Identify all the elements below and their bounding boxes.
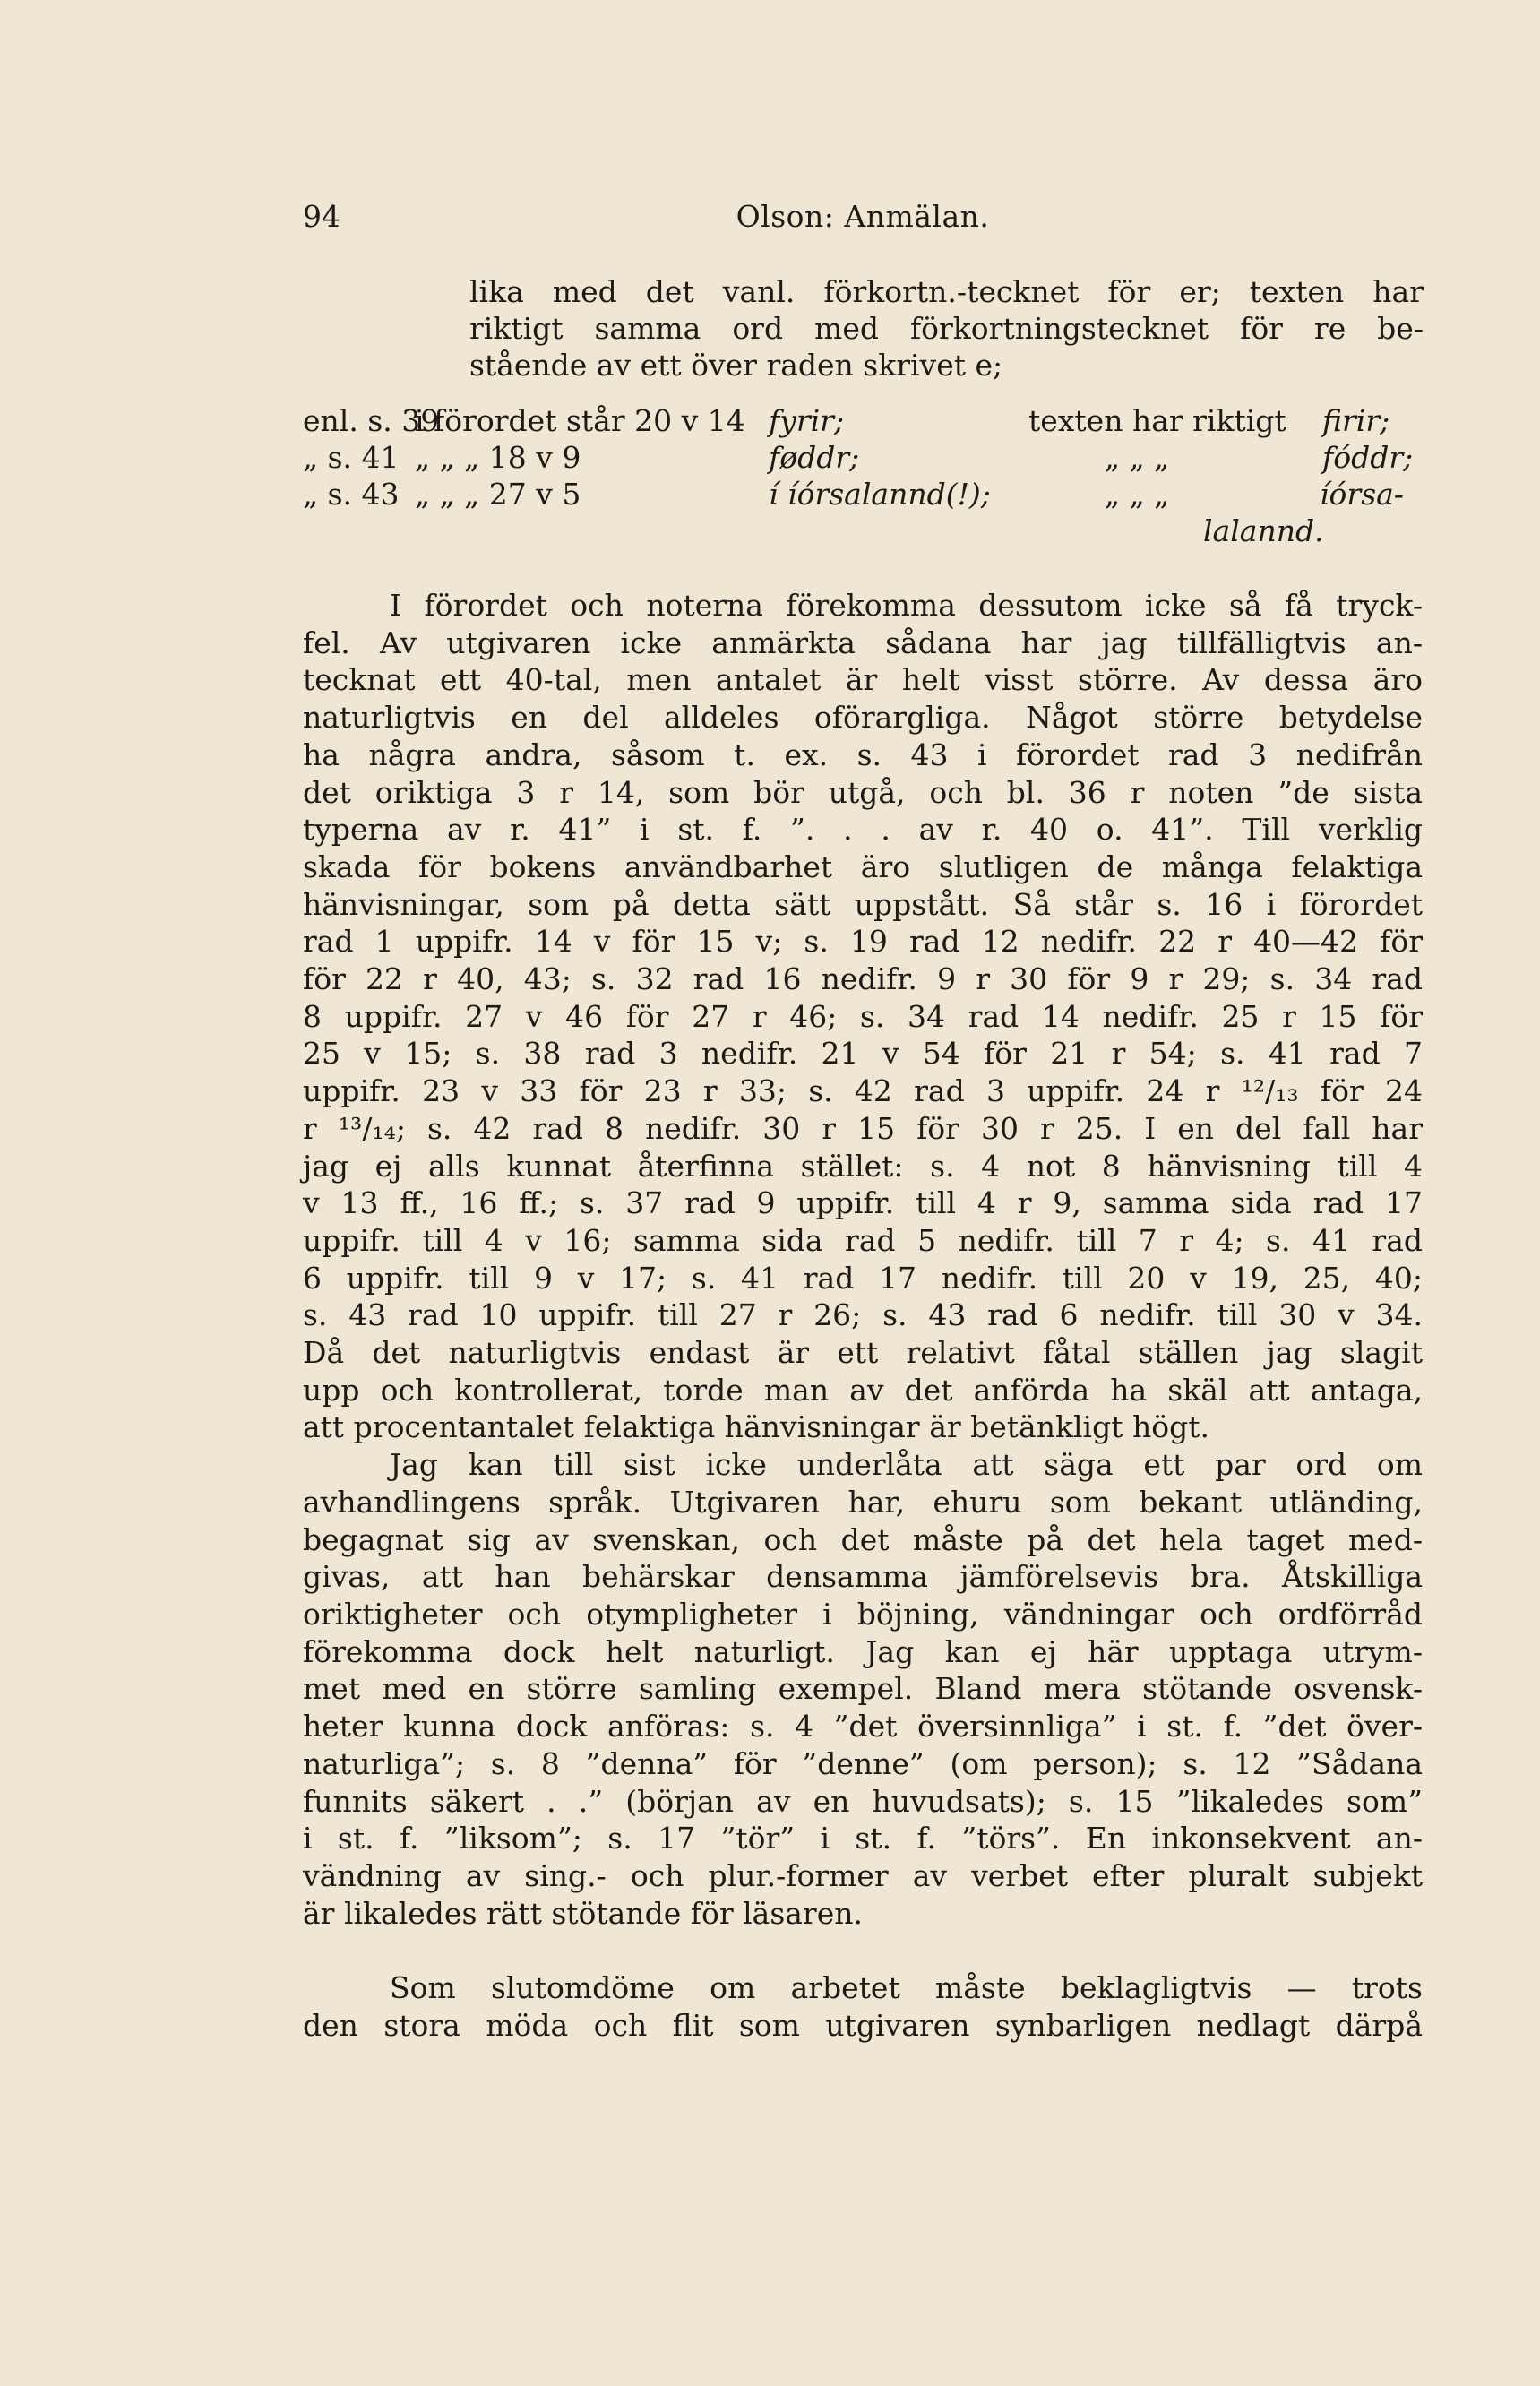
text-line: naturligtvis en del alldeles oförargliga. Något större betydelse [303, 700, 1423, 736]
errata-correct-form: fóddr; [1322, 440, 1414, 475]
errata-description: „ „ „ 18 v 9 [415, 440, 581, 475]
text-line: för 22 r 40, 43; s. 32 rad 16 nedifr. 9 r 30 för 9 r 29; s. 34 rad [303, 961, 1423, 997]
errata-location: „ s. 41 [303, 440, 400, 475]
text-line: den stora möda och flit som utgivaren synbarligen nedlagt därpå [303, 2008, 1423, 2044]
text-line: fel. Av utgivaren icke anmärkta sådana har jag tillfälligtvis an- [303, 624, 1423, 660]
text-line: 25 v 15; s. 38 rad 3 nedifr. 21 v 54 för 21 r 54; s. 41 rad 7 [303, 1036, 1423, 1072]
text-line: att procentantalet felaktiga hänvisningar är betänkligt högt. [303, 1409, 1209, 1445]
text-line: oriktigheter och otympligheter i böjning, vändningar och ordförråd [303, 1596, 1423, 1632]
text-line: vändning av sing.- och plur.-former av verbet efter pluralt subjekt [303, 1857, 1423, 1893]
text-line: uppifr. till 4 v 16; samma sida rad 5 nedifr. till 7 r 4; s. 41 rad [303, 1222, 1423, 1258]
text-line: Då det naturligtvis endast är ett relativt fåtal ställen jag slagit [303, 1335, 1423, 1371]
text-line: skada för bokens användbarhet äro slutligen de många felaktiga [303, 848, 1423, 884]
text-line: 6 uppifr. till 9 v 17; s. 41 rad 17 nedifr. till 20 v 19, 25, 40; [303, 1260, 1423, 1296]
text-line: r ¹³/₁₄; s. 42 rad 8 nedifr. 30 r 15 för 30 r 25. I en del fall har [303, 1110, 1423, 1146]
text-line: är likaledes rätt stötande för läsaren. [303, 1895, 863, 1931]
text-line: funnits säkert . .” (början av en huvudsats); s. 15 ”likaledes som” [303, 1783, 1423, 1819]
errata-row [303, 513, 1423, 551]
text-line: typerna av r. 41” i st. f. ”. . . av r. 40 o. 41”. Till verklig [303, 812, 1423, 848]
text-line: avhandlingens språk. Utgivaren har, ehuru som bekant utländing, [303, 1484, 1423, 1520]
errata-wrong-form: føddr; [769, 440, 860, 475]
text-line: I förordet och noterna förekomma dessutom icke så få tryck- [390, 588, 1423, 623]
text-line: s. 43 rad 10 uppifr. till 27 r 26; s. 43 rad 6 nedifr. till 30 v 34. [303, 1297, 1423, 1333]
intro-line: riktigt samma ord med förkortningstecknet för re be- [469, 311, 1424, 346]
errata-correct-form: íórsa- [1320, 477, 1404, 512]
text-line: naturliga”; s. 8 ”denna” för ”denne” (om person); s. 12 ”Sådana [303, 1745, 1423, 1781]
text-line: Jag kan till sist icke underlåta att säga ett par ord om [390, 1447, 1423, 1483]
text-line: givas, att han behärskar densamma jämförelsevis bra. Åtskilliga [303, 1559, 1423, 1595]
errata-wrong-form: fyrir; [769, 403, 845, 438]
errata-row [303, 403, 1423, 441]
errata-correct-form: firir; [1322, 403, 1390, 438]
text-line: met med en större samling exempel. Bland mera stötande osvensk- [303, 1671, 1423, 1707]
errata-correct-form: lalannd. [1203, 513, 1324, 548]
errata-location: enl. s. 39 [303, 403, 440, 438]
paragraph [303, 587, 1423, 1446]
text-line: det oriktiga 3 r 14, som bör utgå, och bl. 36 r noten ”de sista [303, 774, 1423, 810]
paragraph [303, 1969, 1423, 2044]
intro-line: lika med det vanl. förkortn.-tecknet för er; texten har [469, 274, 1424, 309]
page-header [303, 199, 1423, 253]
body-text [303, 587, 1423, 2045]
text-line: i st. f. ”liksom”; s. 17 ”tör” i st. f. ”törs”. En inkonsekvent an- [303, 1821, 1423, 1856]
text-line: jag ej alls kunnat återfinna stället: s. 4 not 8 hänvisning till 4 [303, 1148, 1423, 1184]
errata-note: texten har riktigt [1028, 403, 1286, 438]
text-line: 8 uppifr. 27 v 46 för 27 r 46; s. 34 rad 14 nedifr. 25 r 15 för [303, 998, 1423, 1034]
errata-row [303, 440, 1423, 478]
errata-description: „ „ „ 27 v 5 [415, 477, 581, 512]
errata-note: „ „ „ [1105, 440, 1170, 475]
text-line: rad 1 uppifr. 14 v för 15 v; s. 19 rad 12 nedifr. 22 r 40—42 för [303, 924, 1423, 960]
errata-description: i förordet står 20 v 14 [415, 403, 745, 438]
paragraph [303, 1446, 1423, 1932]
text-line: upp och kontrollerat, torde man av det anförda ha skäl att antaga, [303, 1372, 1423, 1408]
running-head: Olson: Anmälan. [736, 199, 990, 234]
text-line: tecknat ett 40-tal, men antalet är helt visst större. Av dessa äro [303, 662, 1423, 698]
intro-block [469, 273, 1424, 383]
errata-note: „ „ „ [1105, 477, 1170, 512]
errata-wrong-form: í íórsalannd(!); [769, 477, 991, 512]
text-line: begagnat sig av svenskan, och det måste på det hela taget med- [303, 1521, 1423, 1557]
text-line: hänvisningar, som på detta sätt uppstått. Så står s. 16 i förordet [303, 886, 1423, 922]
intro-line: stående av ett över raden skrivet e; [469, 348, 1003, 383]
text-line: ha några andra, såsom t. ex. s. 43 i förordet rad 3 nedifrån [303, 736, 1423, 772]
text-line: v 13 ff., 16 ff.; s. 37 rad 9 uppifr. till 4 r 9, samma sida rad 17 [303, 1185, 1423, 1221]
page-number: 94 [303, 199, 340, 234]
text-line: heter kunna dock anföras: s. 4 ”det översinnliga” i st. f. ”det över- [303, 1709, 1423, 1744]
text-line: förekomma dock helt naturligt. Jag kan ej här upptaga utrym- [303, 1633, 1423, 1669]
text-line: uppifr. 23 v 33 för 23 r 33; s. 42 rad 3 uppifr. 24 r ¹²/₁₃ för 24 [303, 1073, 1423, 1109]
text-line: Som slutomdöme om arbetet måste beklagligtvis — trots [390, 1970, 1423, 2006]
errata-location: „ s. 43 [303, 477, 400, 512]
errata-row [303, 477, 1423, 514]
